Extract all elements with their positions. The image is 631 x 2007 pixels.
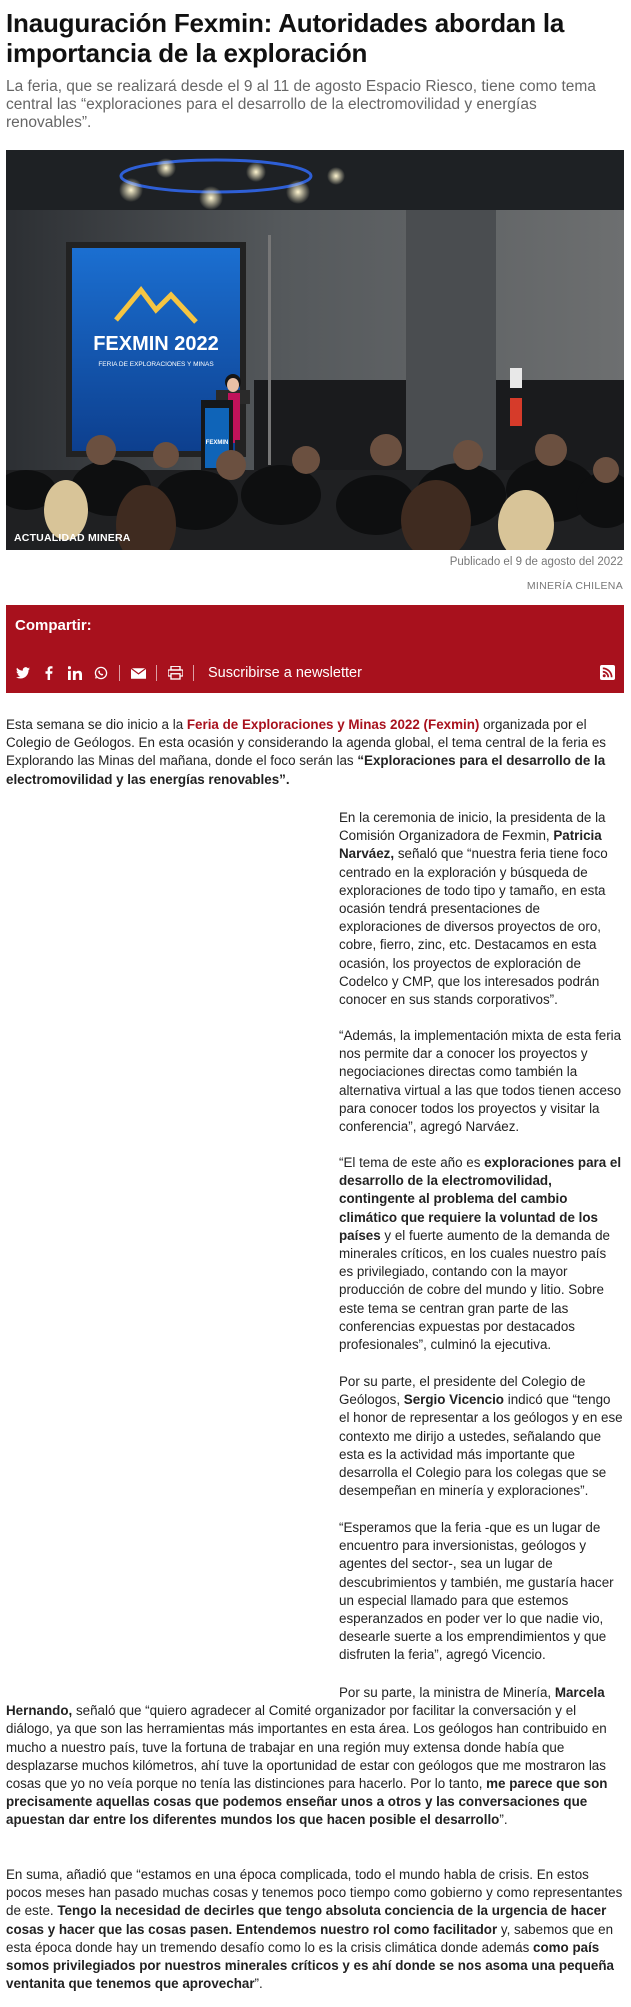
p1-text: organizada por el Colegio de Geólogos. En esta ocasión y considerando la agenda global, el tema central de la feria es Explorando las Minas del mañana, donde el foco serán las	[6, 717, 606, 769]
p2-text: señaló que “nuestra feria tiene foco centrado en la exploración y búsqueda de exploraciones de todo tipo y tamaño, en esta ocasión tendrá presentaciones de exploraciones de diversos proyectos de oro, cobre, fierro, zinc, etc. Destacamos en esta ocasión, los proyectos de exploración de Codelco y CMP, que los interesados podrán conocer en sus stands corporativos”.	[339, 846, 608, 1008]
podium-text: FEXMIN	[205, 440, 229, 446]
whatsapp-icon[interactable]	[93, 665, 109, 681]
p4-text: “El tema de este año es	[339, 1155, 485, 1170]
p8-text: y, sabemos que en esta época donde hay un tremendo desafío como lo es la crisis climática donde además	[6, 1921, 614, 1955]
p8-text: ”.	[254, 1976, 263, 1992]
fexmin-link[interactable]: Feria de Exploraciones y Minas 2022 (Fexmin)	[186, 717, 480, 732]
p1-bold: “Exploraciones para el desarrollo de la electromovilidad y las energías renovables”.	[6, 753, 606, 787]
article-subtitle: La feria, que se realizará desde el 9 al 11 de agosto Espacio Riesco, tiene como tema central las “exploraciones para el desarrollo de la electromovilidad y energías renovables”.	[6, 78, 596, 131]
p2-text: En la ceremonia de inicio, la presidenta de la Comisión Organizadora de Fexmin,	[339, 810, 606, 844]
p5-bold: Sergio Vicencio	[403, 1392, 504, 1408]
article-source: MINERÍA CHILENA	[526, 580, 623, 592]
facebook-icon[interactable]	[41, 665, 57, 681]
screen-subtitle: FERIA DE EXPLORACIONES Y MINAS	[98, 361, 214, 368]
p4-text: y el fuerte aumento de la demanda de minerales críticos, en los cuales nuestro país es privilegiado, contando con la mayor producción de cobre del mundo y litio. Sobre este tema se centran gran parte de las conferencias expuestas por destacados profesionales”, culminó la ejecutiva.	[339, 1227, 610, 1353]
p8-bold: como país somos privilegiados por nuestros minerales críticos y es ahí donde se nos asoma una pequeña ventanita que tenemos que aprovechar	[6, 1939, 614, 1992]
p8-text: En suma, añadió que “estamos en una época complicada, todo el mundo habla de crisis. En estos pocos meses han pasado muchas cosas y tenemos poco tiempo como gobierno y como representantes de este.	[6, 1867, 623, 1919]
linkedin-icon[interactable]	[67, 665, 83, 681]
rss-icon[interactable]	[600, 665, 616, 681]
newsletter-link[interactable]: Suscribirse a newsletter	[208, 665, 362, 681]
p3-text: “Además, la implementación mixta de esta feria nos permite dar a conocer los proyectos y negociaciones directas como también la alternativa virtual a las que todos tienen acceso para conocer todos los proyectos y visitar la conferencia”, agregó Narváez.	[339, 1028, 622, 1135]
paragraph-narvaez	[339, 809, 624, 1009]
share-divider	[193, 665, 194, 681]
share-icons	[15, 665, 362, 681]
print-icon[interactable]	[167, 665, 183, 681]
email-icon[interactable]	[130, 665, 146, 681]
p8-bold: Tengo la necesidad de decirles que tengo absoluta conciencia de la urgencia de hacer cosas y hacer que las cosas pasen. Entendemos nuestro rol como facilitador	[6, 1903, 607, 1937]
p7-text: Por su parte, la ministra de Minería,	[339, 1685, 555, 1700]
p4-bold: exploraciones para el desarrollo de la electromovilidad, contingente al problema del cambio climático que requiere la voluntad de los países	[339, 1155, 622, 1243]
paragraph-vicencio	[339, 1373, 624, 1500]
twitter-icon[interactable]	[15, 665, 31, 681]
share-divider	[156, 665, 157, 681]
paragraph-tema	[339, 1154, 624, 1354]
p1-text: Esta semana se dio inicio a la	[6, 717, 187, 732]
published-date: Publicado el 9 de agosto del 2022	[449, 556, 623, 568]
screen-title: FEXMIN 2022	[93, 333, 219, 355]
p5-text: Por su parte, el presidente del Colegio de Geólogos,	[339, 1374, 586, 1408]
article-title: Inauguración Fexmin: Autoridades abordan la importancia de la exploración	[6, 8, 565, 68]
paragraph-intro	[6, 716, 624, 789]
p7-text: señaló que “quiero agradecer al Comité organizador por facilitar la conversación y el diálogo, ya que son las herramientas más importantes en esta área. Los geólogos han contribuido en mucho a nuestro país, tuve la fortuna de trabajar en una región muy extensa donde había que desplazarse muchos kilómetros, ahí tuve la oportunidad de estar con geólogos que me mostraron las cosas que yo no veía porque no tenía las distinciones para hacerlo. Por lo tanto,	[6, 1703, 607, 1792]
p7-bold: Marcela Hernando,	[6, 1685, 605, 1719]
paragraph-esperamos	[339, 1519, 624, 1665]
paragraph-en-suma	[6, 1866, 624, 1993]
article-photo	[6, 150, 624, 550]
paragraph-implementacion	[339, 1027, 624, 1136]
share-bar	[6, 605, 624, 693]
p6-text: “Esperamos que la feria -que es un lugar de encuentro para inversionistas, geólogos y agentes del sector-, sea un lugar de descubrimientos y también, me gustaría hacer un especial llamado para que estemos esperanzados en poder ver lo que nadie vio, desearle suerte a los emprendimientos y que disfruten la feria”, agregó Vicencio.	[339, 1520, 614, 1663]
photo-credit: ACTUALIDAD MINERA	[14, 532, 131, 544]
paragraph-hernando	[6, 1684, 624, 1830]
p5-text: indicó que “tengo el honor de representar a los geólogos y en ese contexto me dirijo a ustedes, señalando que esta es la actividad más importante que desarrolla el Colegio para los colegas que se desempeñan en minería y exploraciones”.	[339, 1392, 623, 1499]
p7-bold: me parece que son precisamente aquellas cosas que podemos enseñar unos a otros y las conversaciones que apuestan dar entre los diferentes mundos los que hacen posible el desarrollo	[6, 1776, 608, 1828]
p2-bold: Patricia Narváez,	[339, 828, 602, 862]
share-title: Compartir:	[15, 617, 92, 634]
p7-text: ”.	[499, 1812, 508, 1828]
share-divider	[119, 665, 120, 681]
photo-illustration	[6, 150, 624, 550]
